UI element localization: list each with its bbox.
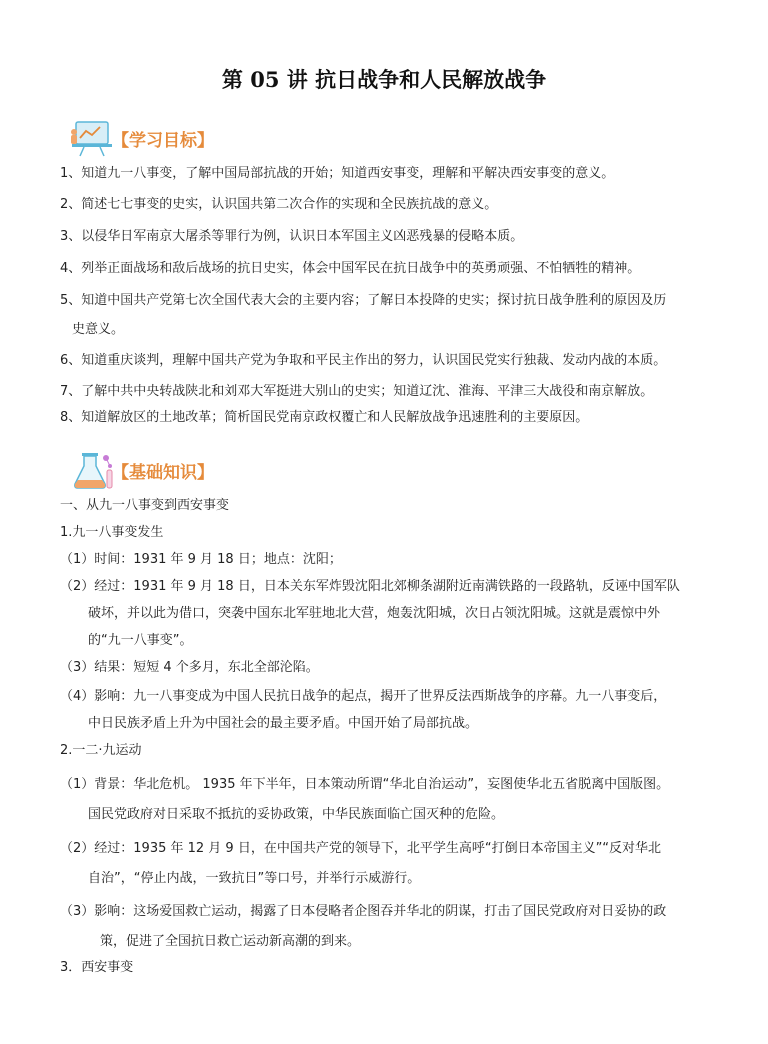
goal-item: 5、知道中国共产党第七次全国代表大会的主要内容；了解日本投降的史实；探讨抗日战争胜利的原因及历 (60, 293, 667, 308)
paragraph-line: （1）背景：华北危机。 1935 年下半年，日本策动所谓“华北自治运动”，妄图使华北五省脱离中国版图。 (60, 777, 670, 792)
paragraph-line: （3）影响：这场爱国救亡运动，揭露了日本侵略者企图吞并华北的阴谋，打击了国民党政府对日妥协的政 (60, 904, 667, 919)
paragraph-line: （2）经过：1931 年 9 月 18 日，日本关东军炸毁沈阳北郊柳条湖附近南满铁路的一段路轨，反诬中国军队 (60, 579, 680, 594)
paragraph-line: 破坏，并以此为借口，突袭中国东北军驻地北大营，炮轰沈阳城，次日占领沈阳城。这就是震惊中外 (88, 606, 661, 621)
section-label-basics: 【基础知识】 (112, 462, 214, 483)
paragraph-line: 策，促进了全国抗日救亡运动新高潮的到来。 (100, 934, 361, 949)
goal-item: 3、以侵华日军南京大屠杀等罪行为例，认识日本军国主义凶恶残暴的侵略本质。 (60, 229, 524, 244)
paragraph-line: （2）经过：1935 年 12 月 9 日，在中国共产党的领导下，北平学生高呼“打倒日本帝国主义”“反对华北 (60, 841, 662, 856)
heading-level2: 3．西安事变 (60, 960, 134, 975)
section-label-goals: 【学习目标】 (112, 130, 214, 151)
goal-item-continued: 史意义。 (72, 322, 125, 337)
section-header-goals (66, 118, 214, 158)
goal-item: 6、知道重庆谈判，理解中国共产党为争取和平民主作出的努力，认识国民党实行独裁、发动内战的本质。 (60, 353, 667, 368)
chemistry-flask-icon (66, 450, 116, 490)
heading-level1: 一、从九一八事变到西安事变 (60, 498, 230, 513)
paragraph-line: （3）结果：短短 4 个多月，东北全部沦陷。 (60, 660, 319, 675)
goal-item: 4、列举正面战场和敌后战场的抗日史实，体会中国军民在抗日战争中的英勇顽强、不怕牺牲的精神。 (60, 261, 641, 276)
paragraph-line: 中日民族矛盾上升为中国社会的最主要矛盾。中国开始了局部抗战。 (88, 716, 479, 731)
heading-level2: 1.九一八事变发生 (60, 525, 164, 540)
presentation-board-icon (66, 118, 116, 158)
goal-item: 8、知道解放区的土地改革；简析国民党南京政权覆亡和人民解放战争迅速胜利的主要原因。 (60, 410, 589, 425)
section-header-basics (66, 450, 214, 490)
goal-item: 1、知道九一八事变，了解中国局部抗战的开始；知道西安事变，理解和平解决西安事变的意义。 (60, 166, 615, 181)
page-title: 第 05 讲 抗日战争和人民解放战争 (221, 67, 547, 92)
paragraph-line: （4）影响：九一八事变成为中国人民抗日战争的起点，揭开了世界反法西斯战争的序幕。九一八事变后， (60, 689, 667, 704)
goal-item: 7、了解中共中央转战陕北和刘邓大军挺进大别山的史实；知道辽沈、淮海、平津三大战役和南京解放。 (60, 384, 654, 399)
heading-level2: 2.一二·九运动 (60, 743, 142, 758)
paragraph-line: （1）时间：1931 年 9 月 18 日；地点：沈阳； (60, 552, 342, 567)
paragraph-line: 国民党政府对日采取不抵抗的妥协政策，中华民族面临亡国灭种的危险。 (88, 807, 505, 822)
paragraph-line: 的“九一八事变”。 (88, 633, 193, 648)
goal-item: 2、简述七七事变的史实，认识国共第二次合作的实现和全民族抗战的意义。 (60, 197, 498, 212)
paragraph-line: 自治”，“停止内战，一致抗日”等口号，并举行示威游行。 (88, 871, 421, 886)
